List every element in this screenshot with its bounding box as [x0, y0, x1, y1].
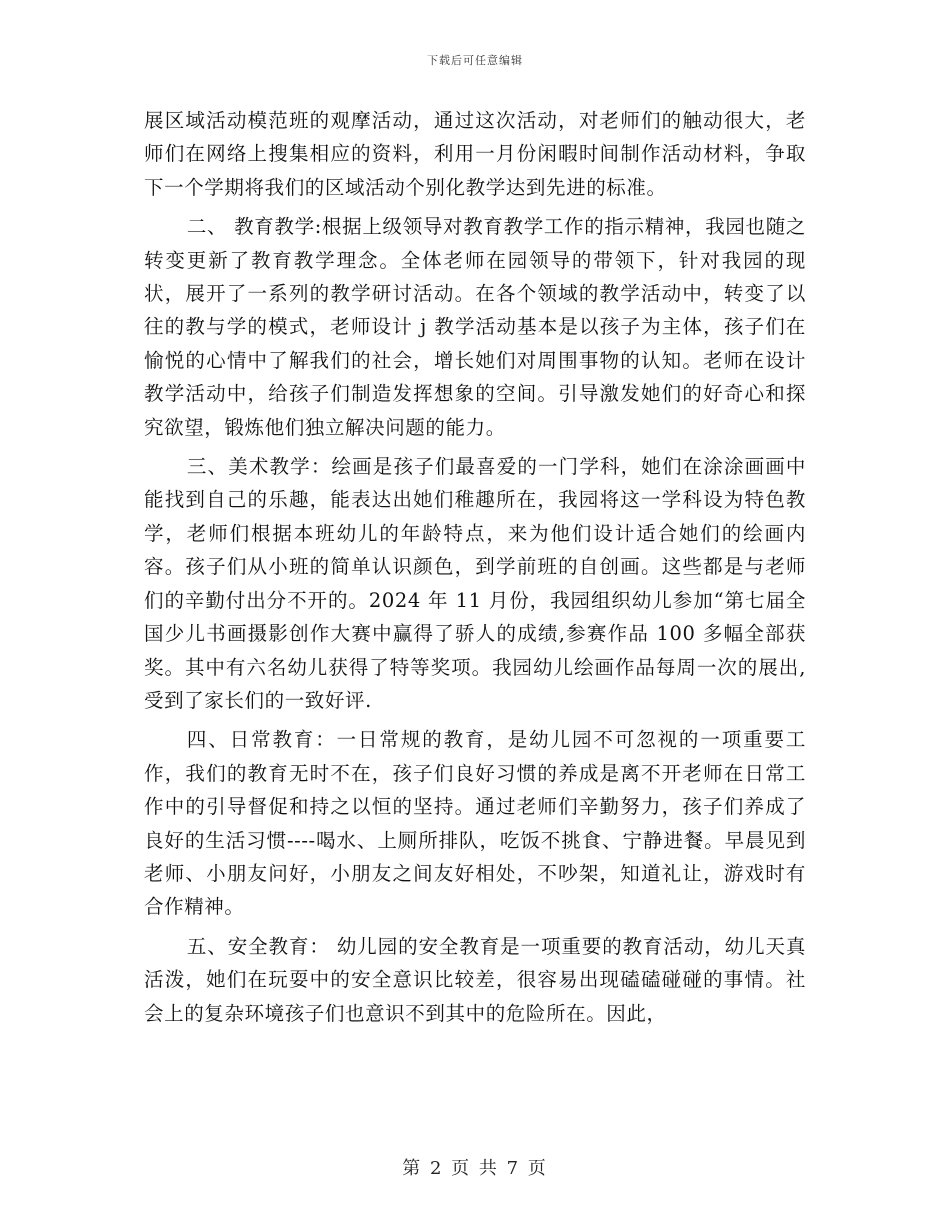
paragraph-section-four: 四、日常教育：一日常规的教育，是幼儿园不可忽视的一项重要工作，我们的教育无时不在，孩子们良好习惯的养成是离不开老师在日常工作中的引导督促和持之以恒的坚持。通过老师们辛勤努力，孩子们养成了良好的生活习惯----喝水、上厕所排队，吃饭不挑食、宁静进餐。早晨见到老师、小朋友问好，小朋友之间友好相处，不吵架，知道礼让，游戏时有合作精神。 — [144, 728, 806, 919]
page-number-footer: 第 2 页 共 7 页 — [402, 1158, 548, 1179]
page-header-note: 下载后可任意编辑 — [427, 54, 523, 67]
paragraph-section-two: 二、 教育教学:根据上级领导对教育教学工作的指示精神，我园也随之转变更新了教育教学理念。全体老师在园领导的带领下，针对我园的现状，展开了一系列的教学研讨活动。在各个领域的教学活动中，转变了以往的教与学的模式，老师设计 j 教学活动基本是以孩子为主体，孩子们在愉悦的心情中了解我们的社会，增长她们对周围事物的认知。老师在设计教学活动中，给孩子们制造发挥想象的空间。引导激发她们的好奇心和探究欲望，锻炼他们独立解决问题的能力。 — [144, 215, 806, 439]
paragraph-continuation: 展区域活动模范班的观摩活动，通过这次活动，对老师们的触动很大，老师们在网络上搜集相应的资料，利用一月份闲暇时间制作活动材料，争取下一个学期将我们的区域活动个别化教学达到先进的标准。 — [144, 109, 806, 199]
paragraph-section-five: 五、安全教育： 幼儿园的安全教育是一项重要的教育活动，幼儿天真活泼，她们在玩耍中的安全意识比较差，很容易出现磕磕碰碰的事情。社会上的复杂环境孩子们也意识不到其中的危险所在。因此， — [144, 934, 806, 1025]
document-body — [144, 104, 806, 1030]
paragraph-section-three: 三、美术教学：绘画是孩子们最喜爱的一门学科，她们在涂涂画画中能找到自己的乐趣，能表达出她们稚趣所在，我园将这一学科设为特色教学，老师们根据本班幼儿的年龄特点，来为他们设计适合她们的绘画内容。孩子们从小班的简单认识颜色，到学前班的自创画。这些都是与老师们的辛勤付出分不开的。2024 年 11 月份，我园组织幼儿参加“第七届全国少儿书画摄影创作大赛中赢得了骄人的成绩,参赛作品 100 多幅全部获奖。其中有六名幼儿获得了特等奖项。我园幼儿绘画作品每周一次的展出,受到了家长们的一致好评. — [144, 455, 806, 712]
